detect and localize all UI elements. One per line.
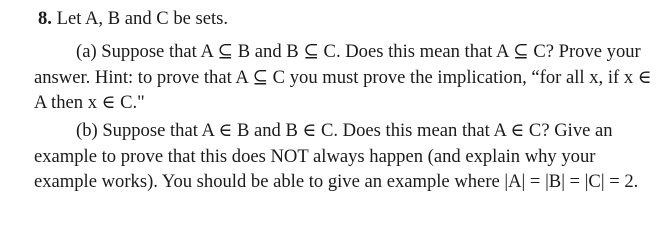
part-a-line-3: A then x ∈ C."	[34, 92, 145, 113]
part-a-line-2: answer. Hint: to prove that A ⊆ C you must prove the implication, “for all x, if x ∈	[34, 67, 652, 88]
part-a-line-1: (a) Suppose that A ⊆ B and B ⊆ C. Does this mean that A ⊆ C? Prove your	[76, 41, 641, 62]
part-b-line-1: (b) Suppose that A ∈ B and B ∈ C. Does this mean that A ∈ C? Give an	[76, 120, 613, 141]
problem-number: 8.	[38, 8, 52, 29]
problem-intro: Let A, B and C be sets.	[56, 8, 229, 29]
part-b-line-2: example to prove that this does NOT always happen (and explain why your	[34, 146, 596, 167]
part-b-line-3: example works). You should be able to give an example where |A| = |B| = |C| = 2.	[34, 171, 639, 192]
problem-header	[38, 7, 228, 30]
